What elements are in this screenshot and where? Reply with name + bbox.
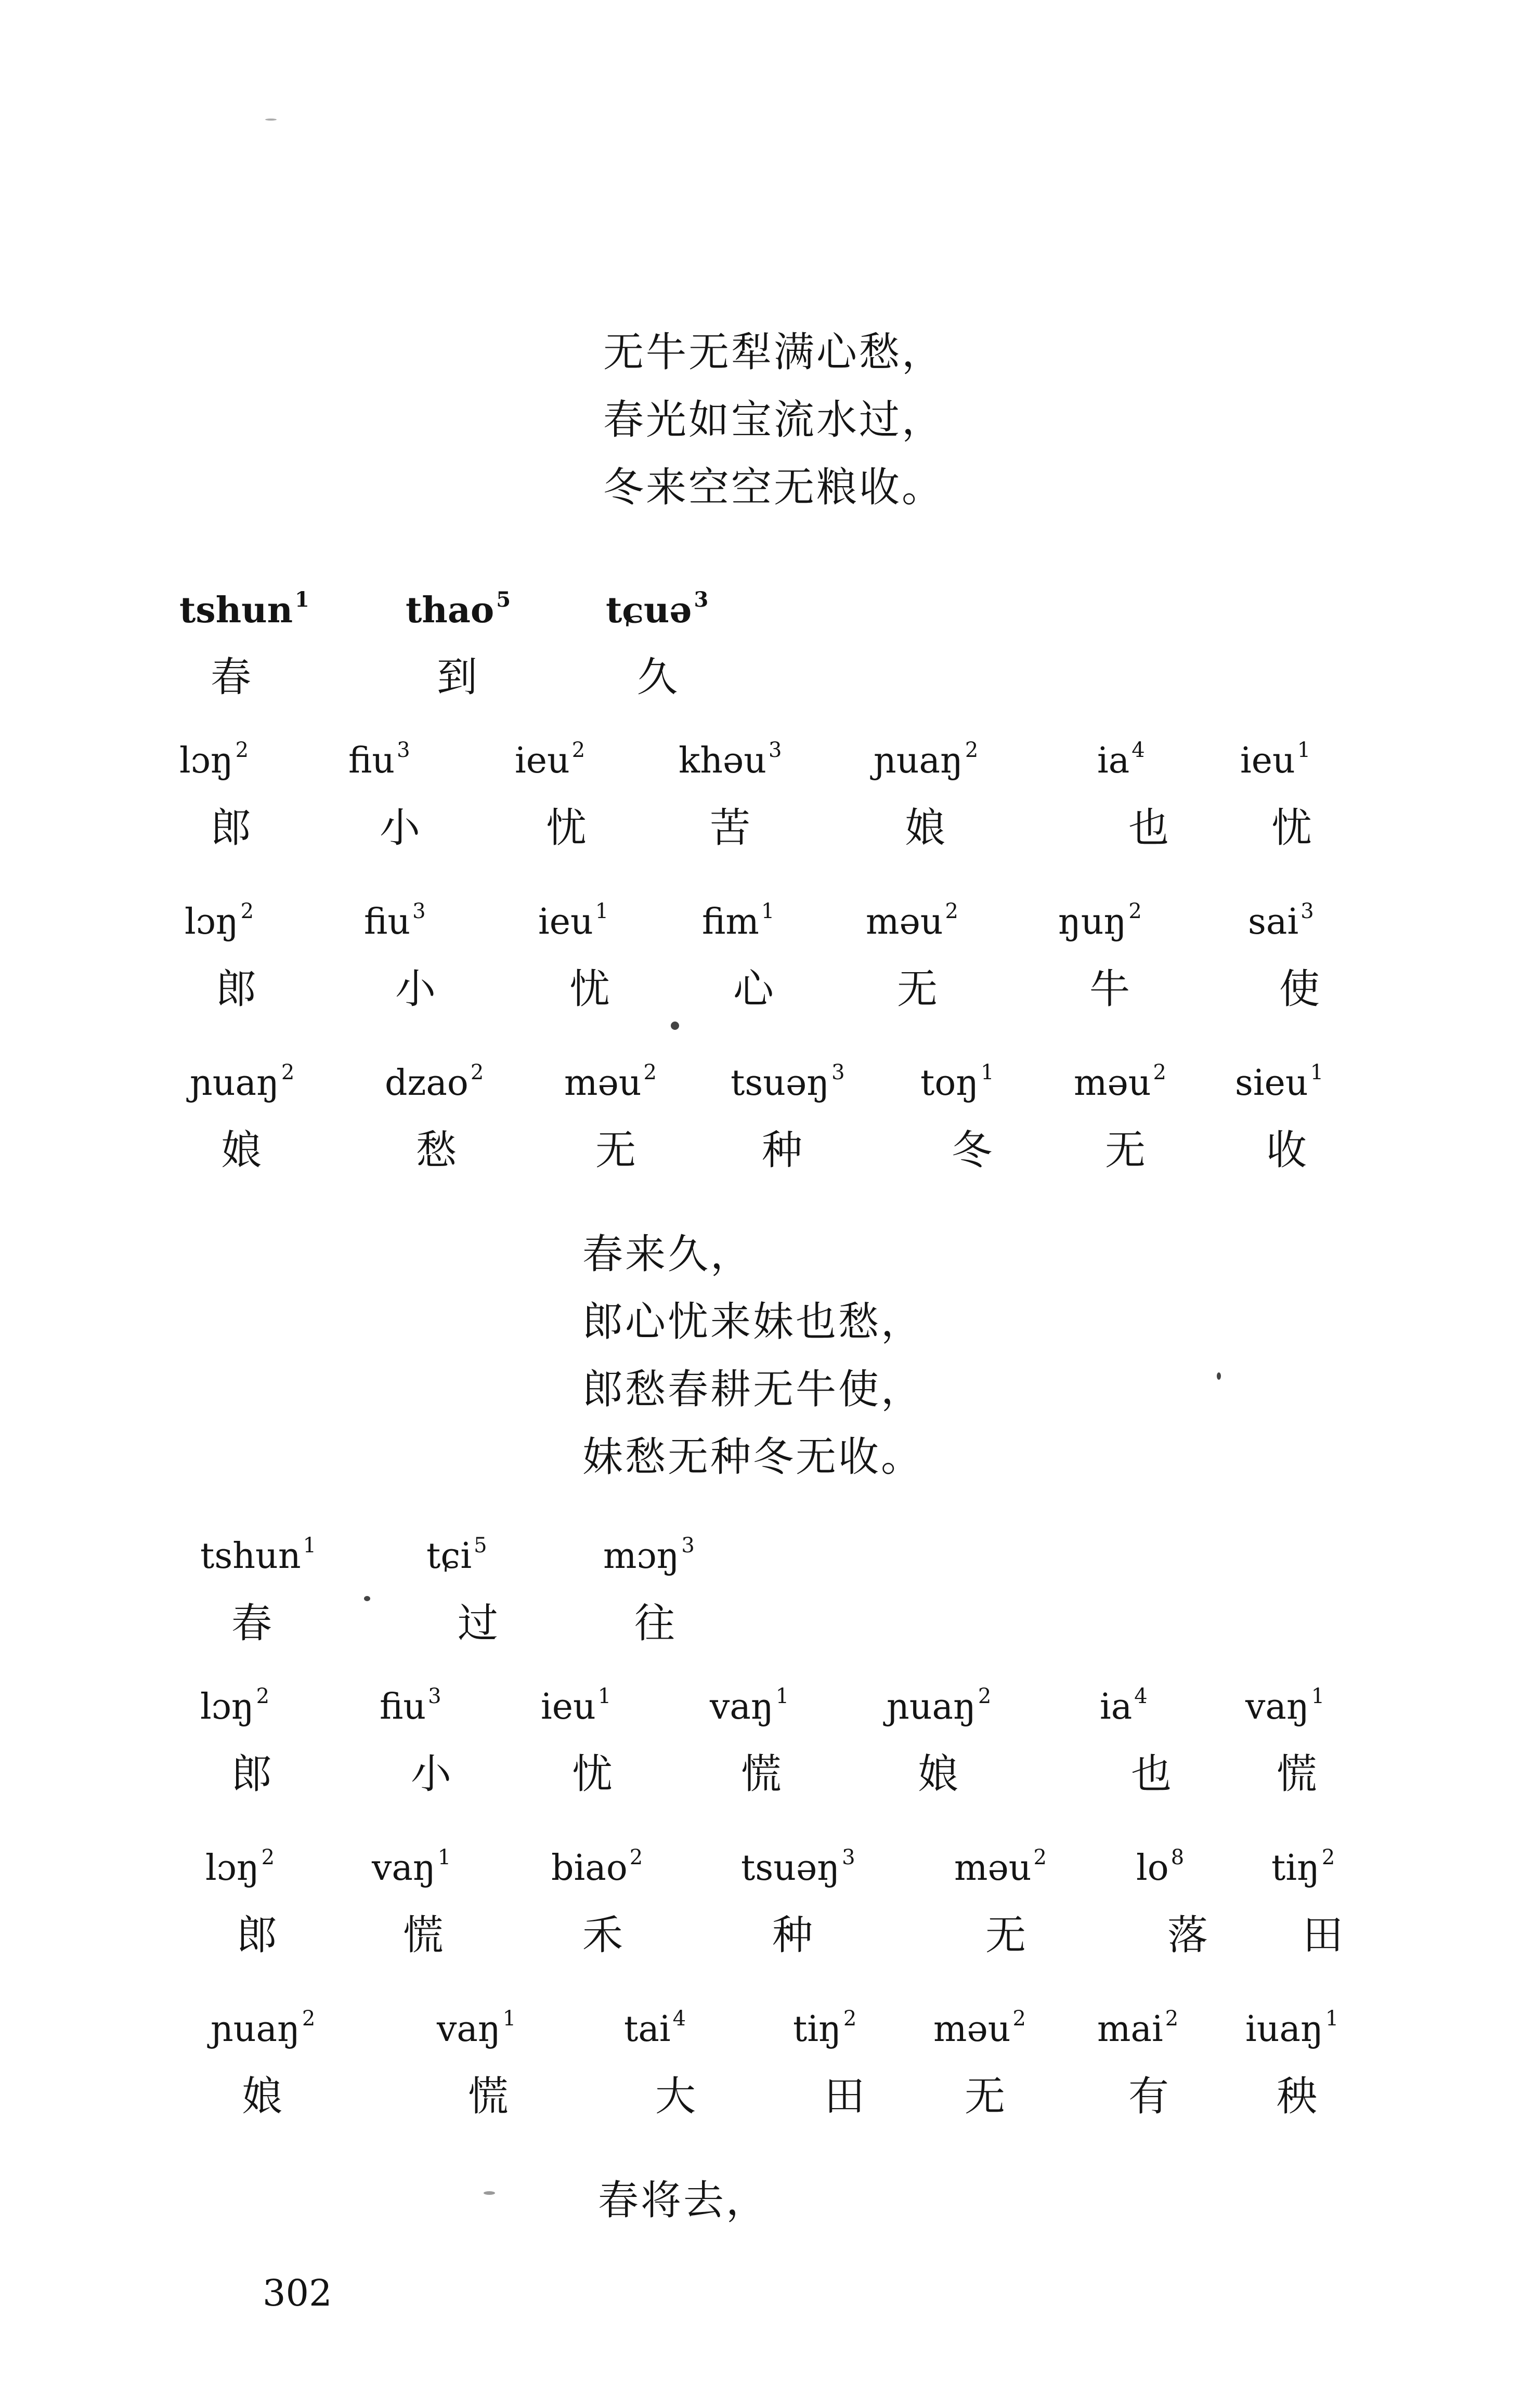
gloss-cell <box>702 899 874 1055</box>
romanization: tsuəŋ $^3$ <box>731 1061 845 1104</box>
romanization: sai $^3$ <box>1248 899 1314 943</box>
romanization: məu $^2$ <box>564 1061 657 1104</box>
gloss-cell <box>606 587 777 743</box>
romanization: dzao $^2$ <box>385 1061 484 1104</box>
hanzi: 娘 <box>918 1751 959 1798</box>
hanzi: 忧 <box>546 805 587 852</box>
hanzi: 无 <box>985 1912 1026 1959</box>
gloss-cell <box>920 1061 1092 1216</box>
romanization: fiu $^3$ <box>364 899 426 943</box>
gloss-cell <box>515 738 686 894</box>
romanization: vaŋ $^1$ <box>710 1684 789 1728</box>
gloss-cell <box>179 738 351 894</box>
romanization: khəu $^3$ <box>679 738 782 781</box>
page-number: 302 <box>263 2272 332 2314</box>
verse-1-line: 冬来空空无粮收。 <box>603 464 945 511</box>
hanzi: 使 <box>1279 966 1320 1013</box>
verse-1-line: 春光如宝流水过， <box>603 397 945 443</box>
gloss-cell <box>437 2007 608 2163</box>
romanization: fim $^1$ <box>702 899 775 943</box>
hanzi: 无 <box>1105 1127 1146 1174</box>
hanzi: 春 <box>211 654 252 701</box>
romanization: vaŋ $^1$ <box>1245 1684 1325 1728</box>
hanzi: 忧 <box>572 1751 613 1798</box>
romanization: ɲuaŋ $^2$ <box>190 1061 295 1104</box>
romanization: tɕi $^5$ <box>426 1534 487 1577</box>
verse-2-line: 妹愁无种冬无收。 <box>582 1434 924 1481</box>
hanzi: 种 <box>772 1912 813 1959</box>
scan-speck <box>1217 1372 1221 1380</box>
scan-speck <box>671 1022 679 1030</box>
hanzi: 到 <box>437 654 478 701</box>
romanization: ɲuaŋ $^2$ <box>874 738 979 781</box>
hanzi: 久 <box>637 654 678 701</box>
romanization: tiŋ $^2$ <box>1271 1846 1335 1889</box>
verse-2-line: 郎愁春耕无牛使， <box>582 1366 924 1413</box>
romanization: lɔŋ $^2$ <box>185 899 254 943</box>
scan-speck <box>265 119 277 121</box>
romanization: məu $^2$ <box>933 2007 1026 2050</box>
stanza-1-line-3 <box>0 1061 1535 1216</box>
hanzi: 愁 <box>416 1127 457 1174</box>
hanzi: 郎 <box>211 805 252 852</box>
hanzi: 大 <box>655 2073 696 2120</box>
romanization: tai $^4$ <box>624 2007 686 2050</box>
hanzi: 田 <box>1303 1912 1344 1959</box>
romanization: tshun $^1$ <box>179 587 309 631</box>
gloss-cell <box>887 1684 1058 1840</box>
hanzi: 慌 <box>403 1912 444 1959</box>
hanzi: 慌 <box>1277 1751 1318 1798</box>
gloss-cell <box>211 2007 382 2163</box>
romanization: lɔŋ $^2$ <box>200 1684 270 1728</box>
gloss-cell <box>179 587 351 743</box>
hanzi: 春 <box>231 1600 272 1647</box>
gloss-cell <box>364 899 536 1055</box>
romanization: toŋ $^1$ <box>920 1061 994 1104</box>
hanzi: 落 <box>1167 1912 1208 1959</box>
gloss-cell <box>710 1684 881 1840</box>
hanzi: 娘 <box>242 2073 283 2120</box>
stanza-2-line-3 <box>0 2007 1535 2163</box>
romanization: lɔŋ $^2$ <box>179 738 249 781</box>
romanization: tiŋ $^2$ <box>793 2007 857 2050</box>
hanzi: 往 <box>634 1600 675 1647</box>
stanza-1-line-1 <box>0 738 1535 894</box>
romanization: ieu $^2$ <box>515 738 586 781</box>
hanzi: 过 <box>458 1600 499 1647</box>
scan-speck <box>484 2191 495 2195</box>
hanzi: 忧 <box>1271 805 1312 852</box>
verse-3-line: 春将去， <box>598 2177 769 2224</box>
hanzi: 郎 <box>231 1751 272 1798</box>
gloss-cell <box>1240 738 1412 894</box>
gloss-cell <box>1248 899 1420 1055</box>
hanzi: 慌 <box>741 1751 782 1798</box>
hanzi: 禾 <box>582 1912 623 1959</box>
romanization: ɲuaŋ $^2$ <box>211 2007 316 2050</box>
gloss-cell <box>190 1061 361 1216</box>
romanization: iuaŋ $^1$ <box>1245 2007 1339 2050</box>
romanization: vaŋ $^1$ <box>372 1846 451 1889</box>
gloss-cell <box>933 2007 1105 2163</box>
verse-1-line: 无牛无犁满心愁， <box>603 329 945 376</box>
verse-2-line: 春来久， <box>582 1231 753 1278</box>
hanzi: 小 <box>411 1751 452 1798</box>
hanzi: 慌 <box>468 2073 509 2120</box>
gloss-cell <box>564 1061 736 1216</box>
gloss-cell <box>200 1534 372 1690</box>
romanization: ɲuaŋ $^2$ <box>887 1684 992 1728</box>
hanzi: 郎 <box>216 966 257 1013</box>
hanzi: 收 <box>1266 1127 1307 1174</box>
hanzi: 小 <box>380 805 421 852</box>
gloss-cell <box>205 1846 377 2001</box>
hanzi: 心 <box>733 966 774 1013</box>
gloss-cell <box>185 899 356 1055</box>
stanza-1-title-row <box>0 587 1535 743</box>
romanization: ieu $^1$ <box>538 899 609 943</box>
hanzi: 田 <box>824 2073 865 2120</box>
romanization: sieu $^1$ <box>1235 1061 1324 1104</box>
hanzi: 冬 <box>952 1127 993 1174</box>
romanization: ŋuŋ $^2$ <box>1058 899 1142 943</box>
romanization: thao $^5$ <box>406 587 511 631</box>
romanization: məu $^2$ <box>1074 1061 1166 1104</box>
gloss-cell <box>1058 899 1230 1055</box>
gloss-cell <box>380 1684 551 1840</box>
hanzi: 娘 <box>221 1127 262 1174</box>
romanization: fiu $^3$ <box>348 738 410 781</box>
gloss-cell <box>406 587 577 743</box>
verse-2-line: 郎心忧来妹也愁， <box>582 1299 924 1345</box>
hanzi: 秧 <box>1277 2073 1318 2120</box>
romanization: biao $^2$ <box>551 1846 643 1889</box>
stanza-2-line-2 <box>0 1846 1535 2001</box>
romanization: tɕuə $^3$ <box>606 587 709 631</box>
gloss-cell <box>541 1684 712 1840</box>
romanization: ieu $^1$ <box>541 1684 612 1728</box>
hanzi: 也 <box>1128 805 1169 852</box>
romanization: tsuəŋ $^3$ <box>741 1846 855 1889</box>
gloss-cell <box>603 1534 775 1690</box>
scan-speck <box>364 1596 370 1601</box>
hanzi: 娘 <box>905 805 946 852</box>
romanization: tshun $^1$ <box>200 1534 317 1577</box>
gloss-cell <box>1245 2007 1417 2163</box>
gloss-cell <box>954 1846 1126 2001</box>
gloss-cell <box>679 738 850 894</box>
romanization: lɔŋ $^2$ <box>205 1846 275 1889</box>
gloss-cell <box>866 899 1037 1055</box>
romanization: fiu $^3$ <box>380 1684 441 1728</box>
hanzi: 郎 <box>237 1912 278 1959</box>
romanization: vaŋ $^1$ <box>437 2007 516 2050</box>
hanzi: 牛 <box>1089 966 1130 1013</box>
stanza-2-line-1 <box>0 1684 1535 1840</box>
gloss-cell <box>741 1846 913 2001</box>
hanzi: 苦 <box>710 805 751 852</box>
gloss-cell <box>1245 1684 1417 1840</box>
hanzi: 忧 <box>569 966 610 1013</box>
romanization: ia $^4$ <box>1097 738 1145 781</box>
gloss-cell <box>538 899 710 1055</box>
gloss-cell <box>1235 1061 1407 1216</box>
romanization: mɔŋ $^3$ <box>603 1534 695 1577</box>
hanzi: 小 <box>395 966 436 1013</box>
gloss-cell <box>426 1534 598 1690</box>
hanzi: 无 <box>897 966 938 1013</box>
gloss-cell <box>731 1061 902 1216</box>
stanza-2-title-row <box>0 1534 1535 1690</box>
hanzi: 有 <box>1128 2073 1169 2120</box>
gloss-cell <box>551 1846 723 2001</box>
romanization: ieu $^1$ <box>1240 738 1311 781</box>
gloss-cell <box>1097 2007 1269 2163</box>
romanization: məu $^2$ <box>866 899 958 943</box>
hanzi: 无 <box>595 1127 636 1174</box>
gloss-cell <box>624 2007 796 2163</box>
stanza-1-line-2 <box>0 899 1535 1055</box>
romanization: məu $^2$ <box>954 1846 1047 1889</box>
hanzi: 无 <box>965 2073 1006 2120</box>
gloss-cell <box>200 1684 372 1840</box>
hanzi: 也 <box>1131 1751 1172 1798</box>
hanzi: 种 <box>762 1127 803 1174</box>
gloss-cell <box>372 1846 543 2001</box>
romanization: mai $^2$ <box>1097 2007 1179 2050</box>
romanization: lo $^8$ <box>1136 1846 1185 1889</box>
gloss-cell <box>1074 1061 1245 1216</box>
gloss-cell <box>1271 1846 1443 2001</box>
romanization: ia $^4$ <box>1100 1684 1148 1728</box>
gloss-cell <box>348 738 520 894</box>
gloss-cell <box>874 738 1045 894</box>
gloss-cell <box>385 1061 556 1216</box>
